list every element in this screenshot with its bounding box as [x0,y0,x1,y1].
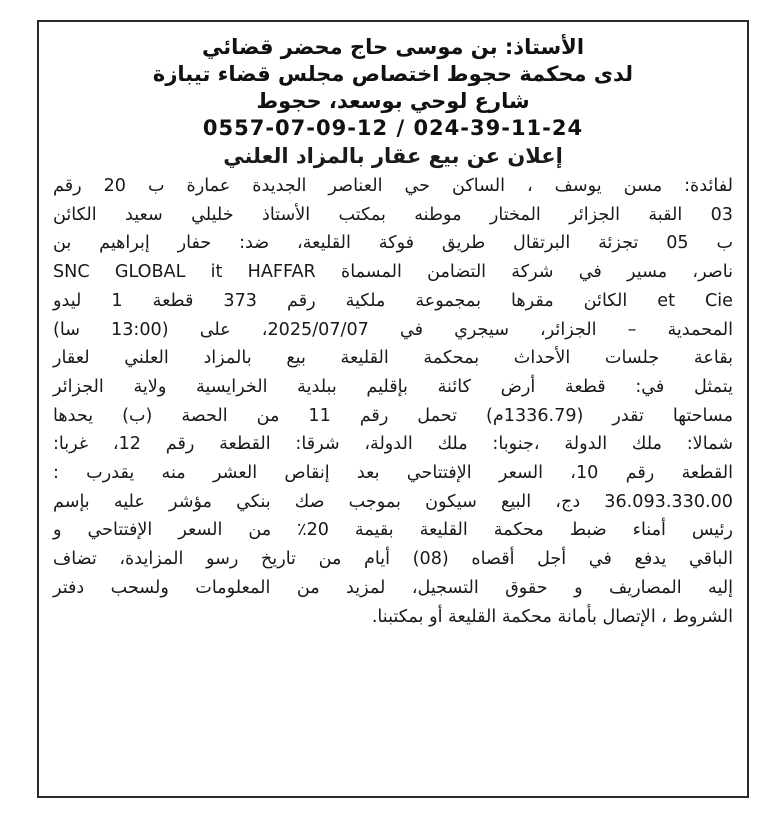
body-line: يتمثل في: قطعة أرض كائنة بإقليم ببلدية الخرايسية ولاية الجزائر [53,376,733,397]
body-line: شمالا: ملك الدولة ،جنوبا: ملك الدولة، شرقا: القطعة رقم 12، غربا: [53,434,733,455]
body-line: مساحتها تقدر (1336.79م) تحمل رقم 11 من الحصة (ب) يحدها [53,405,733,426]
announcement-body [53,172,733,631]
body-line: et Cie الكائن مقرها بمجموعة ملكية رقم 373 قطعة 1 ليدو [53,290,734,311]
bailiff-header [53,34,733,142]
body-line: 03 القبة الجزائر المختار موطنه بمكتب الأستاذ خليلي سعيد الكائن [53,204,733,225]
phone-numbers: 0557-07-09-12 / 024-39-11-24 [202,116,584,140]
body-line: المحمدية – الجزائر، سيجري في 2025/07/07، على (13:00 سا) [53,319,733,340]
announcement-title: إعلان عن بيع عقار بالمزاد العلني [223,144,563,168]
announcement-frame [37,20,749,798]
body-line: الشروط ، الإتصال بأمانة محكمة القليعة أو بمكتبنا. [371,606,733,627]
office-address: شارع لوحي بوسعد، حجوط [256,89,530,113]
body-line: لفائدة: مسن يوسف ، الساكن حي العناصر الجديدة عمارة ب 20 رقم [53,176,733,196]
body-line: 36.093.330.00 دج، البيع سيكون بموجب صك بنكي مؤشر عليه بإسم [53,491,733,512]
bailiff-name: الأستاذ: بن موسى حاج محضر قضائي [201,35,585,59]
body-line: رئيس أمناء ضبط محكمة القليعة بقيمة 20٪ من السعر الإفتتاحي و [53,520,734,541]
body-line: بقاعة جلسات الأحداث بمحكمة القليعة بيع بالمزاد العلني لعقار [53,348,733,369]
court-jurisdiction: لدى محكمة حجوط اختصاص مجلس قضاء تيبازة [152,62,634,86]
body-line: ناصر، مسير في شركة التضامن المسماة SNC GLOBAL it HAFFAR [53,262,733,283]
body-line: ب 05 تجزئة البرتقال طريق فوكة القليعة، ضد: حفار إبراهيم بن [53,233,734,254]
body-line: إليه المصاريف و حقوق التسجيل، لمزيد من المعلومات ولسحب دفتر [53,577,733,598]
body-line: الباقي يدفع في أجل أقصاه (08) أيام من تاريخ رسو المزايدة، تضاف [53,549,733,570]
body-line: القطعة رقم 10، السعر الإفتتاحي بعد إنقاص العشر منه يقدرب : [53,463,733,484]
